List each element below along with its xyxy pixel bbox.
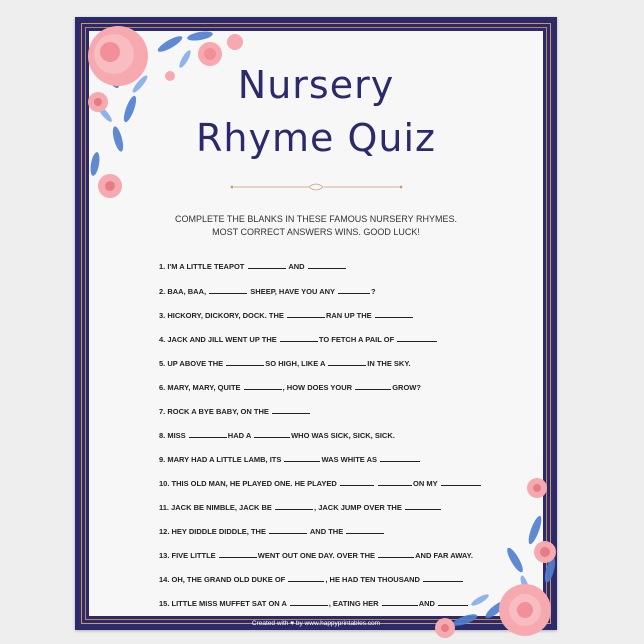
answer-blank[interactable] [209,286,247,294]
instructions-line-1: COMPLETE THE BLANKS IN THESE FAMOUS NURSERY RHYMES. [175,214,457,224]
question-14: 14. OH, THE GRAND OLD DUKE OF , HE HAD TEN THOUSAND [159,574,464,584]
answer-blank[interactable] [340,478,374,486]
answer-blank[interactable] [328,358,366,366]
answer-blank[interactable] [284,454,320,462]
answer-blank[interactable] [280,334,318,342]
footer-credit: Created with ♥ by www.happyprintables.com [251,620,381,627]
question-2: 2. BAA, BAA, SHEEP, HAVE YOU ANY ? [159,287,376,296]
instructions-line-2: MOST CORRECT ANSWERS WINS. GOOD LUCK! [212,227,420,237]
question-11: 11. JACK BE NIMBLE, JACK BE , JACK JUMP OVER THE [159,502,442,512]
question-7: 7. ROCK A BYE BABY, ON THE [159,406,311,416]
floral-top-left-decoration [70,14,250,204]
answer-blank[interactable] [397,334,437,342]
instructions [89,213,543,239]
answer-blank[interactable] [272,406,310,414]
answer-blank[interactable] [244,382,282,390]
question-8: 8. MISS HAD A WHO WAS SICK, SICK, SICK. [159,431,395,440]
question-9: 9. MARY HAD A LITTLE LAMB, ITS WAS WHITE AS [159,454,421,464]
question-10: 10. THIS OLD MAN, HE PLAYED ONE. HE PLAYED ON MY [159,478,482,488]
answer-blank[interactable] [275,502,313,510]
ornament-divider [229,182,404,192]
question-4: 4. JACK AND JILL WENT UP THE TO FETCH A PAIL OF [159,334,438,344]
question-1: 1. I'M A LITTLE TEAPOT AND [159,261,347,271]
answer-blank[interactable] [189,430,227,438]
answer-blank[interactable] [248,261,286,269]
question-12: 12. HEY DIDDLE DIDDLE, THE AND THE [159,526,385,536]
answer-blank[interactable] [226,358,264,366]
title-line-1: Nursery [237,63,395,107]
question-15: 15. LITTLE MISS MUFFET SAT ON A , EATING HER AND [159,598,469,608]
answer-blank[interactable] [380,454,420,462]
title-line-2: Rhyme Quiz [196,116,436,160]
heart-icon: ♥ [290,620,295,627]
question-3: 3. HICKORY, DICKORY, DOCK. THE RAN UP THE [159,310,414,320]
floral-bottom-right-decoration [405,470,565,640]
answer-blank[interactable] [338,286,370,294]
question-13: 13. FIVE LITTLE WENT OUT ONE DAY. OVER THE AND FAR AWAY. [159,551,473,560]
answer-blank[interactable] [288,574,324,582]
answer-blank[interactable] [375,310,413,318]
answer-blank[interactable] [290,598,328,606]
answer-blank[interactable] [308,261,346,269]
question-6: 6. MARY, MARY, QUITE , HOW DOES YOUR GROW? [159,383,421,392]
answer-blank[interactable] [219,550,257,558]
question-5: 5. UP ABOVE THE SO HIGH, LIKE A IN THE SKY. [159,359,411,368]
answer-blank[interactable] [346,526,384,534]
answer-blank[interactable] [269,526,307,534]
answer-blank[interactable] [287,310,325,318]
answer-blank[interactable] [355,382,391,390]
answer-blank[interactable] [254,430,290,438]
